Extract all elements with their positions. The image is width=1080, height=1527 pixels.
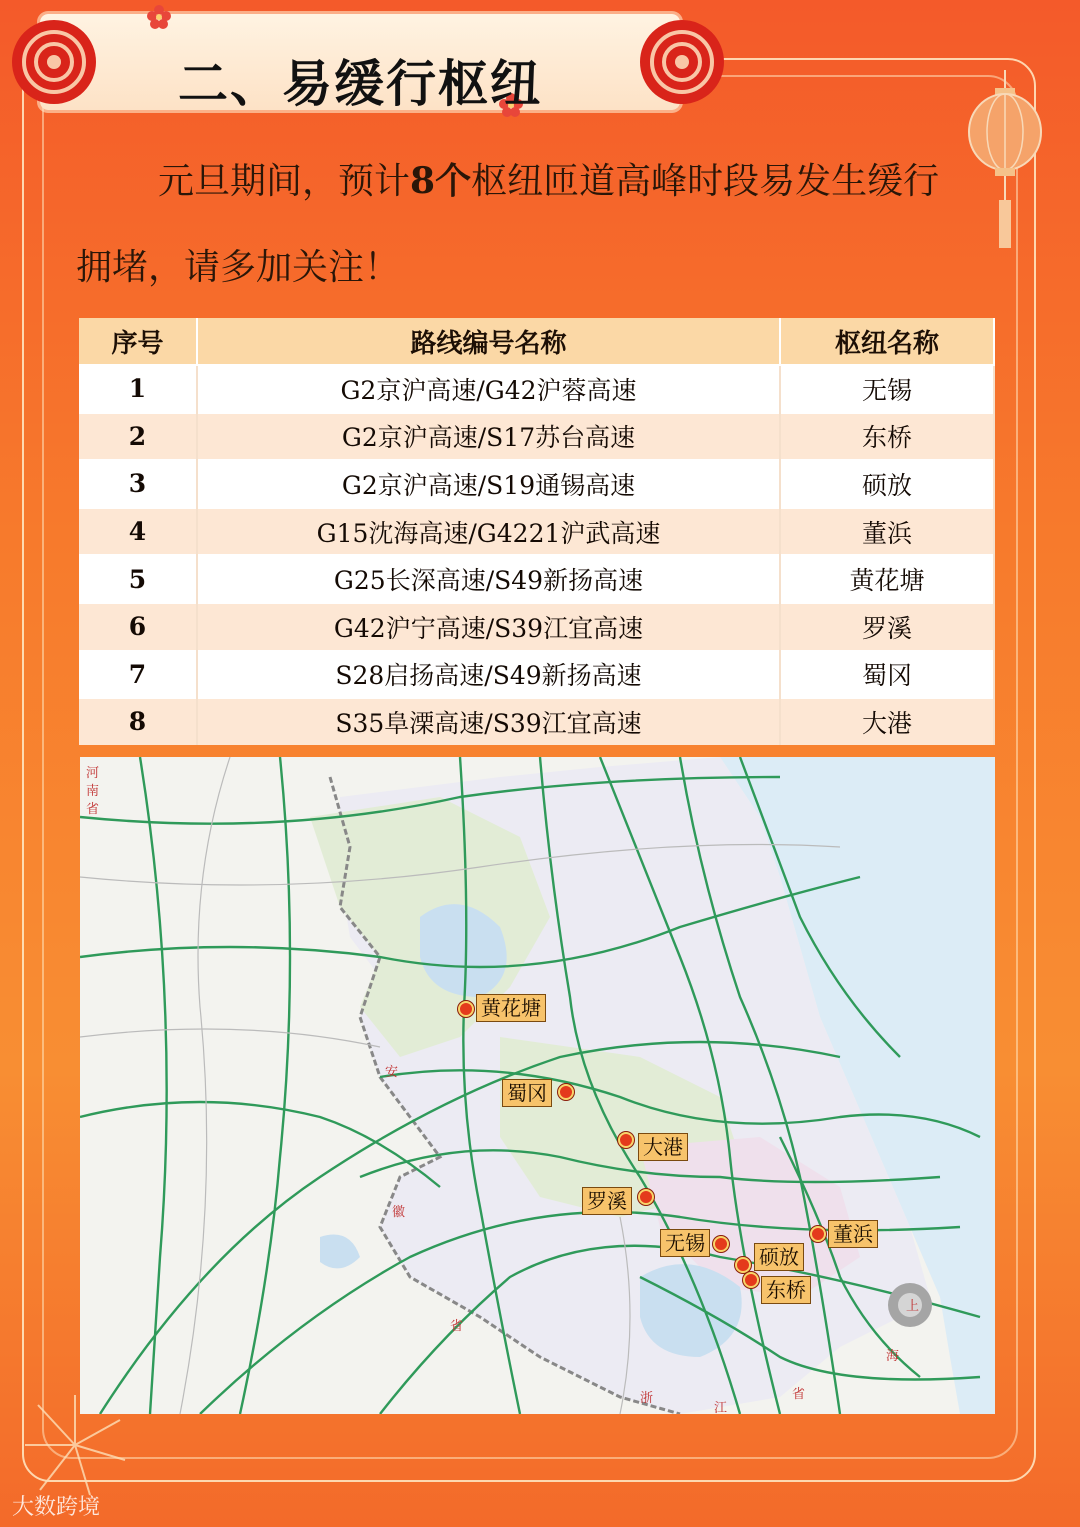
row-route: S35阜溧高速/S39江宜高速 (197, 698, 780, 745)
hub-label-dongqiao: 东桥 (761, 1276, 811, 1304)
province-label-hai: 海 (886, 1349, 900, 1364)
hub-label-shugang: 蜀冈 (502, 1079, 552, 1107)
table-row (79, 413, 994, 461)
province-label-henan: 河南省 (86, 766, 100, 817)
table-row (79, 555, 994, 603)
intro-paragraph (76, 138, 1006, 311)
row-hub: 无锡 (780, 365, 994, 413)
hub-marker-shuofang (735, 1257, 751, 1273)
province-label-sheng2: 省 (792, 1387, 806, 1402)
table-row (79, 365, 994, 413)
hub-marker-dongqiao (743, 1272, 759, 1288)
row-index: 5 (79, 555, 197, 603)
row-hub: 黄花塘 (780, 555, 994, 603)
table-row (79, 460, 994, 508)
hub-label-huanghuatang: 黄花塘 (476, 994, 546, 1022)
row-index: 7 (79, 651, 197, 699)
row-hub: 东桥 (780, 413, 994, 461)
row-hub: 蜀冈 (780, 651, 994, 699)
column-header-hub: 枢纽名称 (780, 318, 994, 365)
hub-label-luoxi: 罗溪 (582, 1187, 632, 1215)
row-hub: 大港 (780, 698, 994, 745)
highway-map (80, 757, 995, 1414)
hub-marker-wuxi (713, 1236, 729, 1252)
province-label-zhe: 浙 (640, 1391, 654, 1406)
row-route: G42沪宁高速/S39江宜高速 (197, 603, 780, 651)
row-route: G2京沪高速/S19通锡高速 (197, 460, 780, 508)
row-route: G15沈海高速/G4221沪武高速 (197, 508, 780, 556)
row-index: 8 (79, 698, 197, 745)
hub-marker-dongbang (810, 1226, 826, 1242)
plum-blossom-icon (146, 4, 172, 30)
row-index: 4 (79, 508, 197, 556)
row-route: S28启扬高速/S49新扬高速 (197, 651, 780, 699)
section-title-banner (40, 14, 680, 113)
table-row (79, 651, 994, 699)
table-row (79, 508, 994, 556)
column-header-index: 序号 (79, 318, 197, 365)
intro-line-1-suffix: 枢纽匝道高峰时段易发生缓行 (471, 161, 940, 202)
hub-marker-dagang (618, 1132, 634, 1148)
row-index: 2 (79, 413, 197, 461)
table-row (79, 698, 994, 745)
row-index: 3 (79, 460, 197, 508)
province-label-hui: 徽 (392, 1205, 406, 1220)
hub-marker-huanghuatang (458, 1001, 474, 1017)
column-header-route: 路线编号名称 (197, 318, 780, 365)
hub-label-wuxi: 无锡 (660, 1229, 710, 1257)
hub-count: 8个 (410, 160, 472, 202)
row-hub: 硕放 (780, 460, 994, 508)
row-index: 6 (79, 603, 197, 651)
province-label-sheng: 省 (450, 1319, 464, 1334)
intro-line-1-prefix: 元旦期间，预计 (158, 161, 411, 202)
province-label-jiang: 江 (714, 1401, 728, 1414)
hub-label-shuofang: 硕放 (754, 1243, 804, 1271)
watermark: 大数跨境 (12, 1495, 101, 1520)
page-title: 二、易缓行枢纽 (178, 55, 542, 113)
hub-marker-shugang (558, 1084, 574, 1100)
row-route: G2京沪高速/S17苏台高速 (197, 413, 780, 461)
intro-line-2: 拥堵，请多加关注！ (76, 247, 401, 288)
row-hub: 董浜 (780, 508, 994, 556)
province-label-shang: 上 (906, 1299, 920, 1314)
row-hub: 罗溪 (780, 603, 994, 651)
table-row (79, 603, 994, 651)
row-index: 1 (79, 365, 197, 413)
hub-table (79, 318, 995, 745)
province-label-an: 安 (385, 1065, 399, 1080)
firework-icon (20, 1390, 130, 1500)
hub-label-dagang: 大港 (638, 1133, 688, 1161)
row-route: G2京沪高速/G42沪蓉高速 (197, 365, 780, 413)
hub-label-dongbang: 董浜 (828, 1220, 878, 1248)
intro-line-1 (76, 138, 1006, 225)
table-header-row (79, 318, 994, 365)
hub-marker-luoxi (638, 1189, 654, 1205)
row-route: G25长深高速/S49新扬高速 (197, 555, 780, 603)
